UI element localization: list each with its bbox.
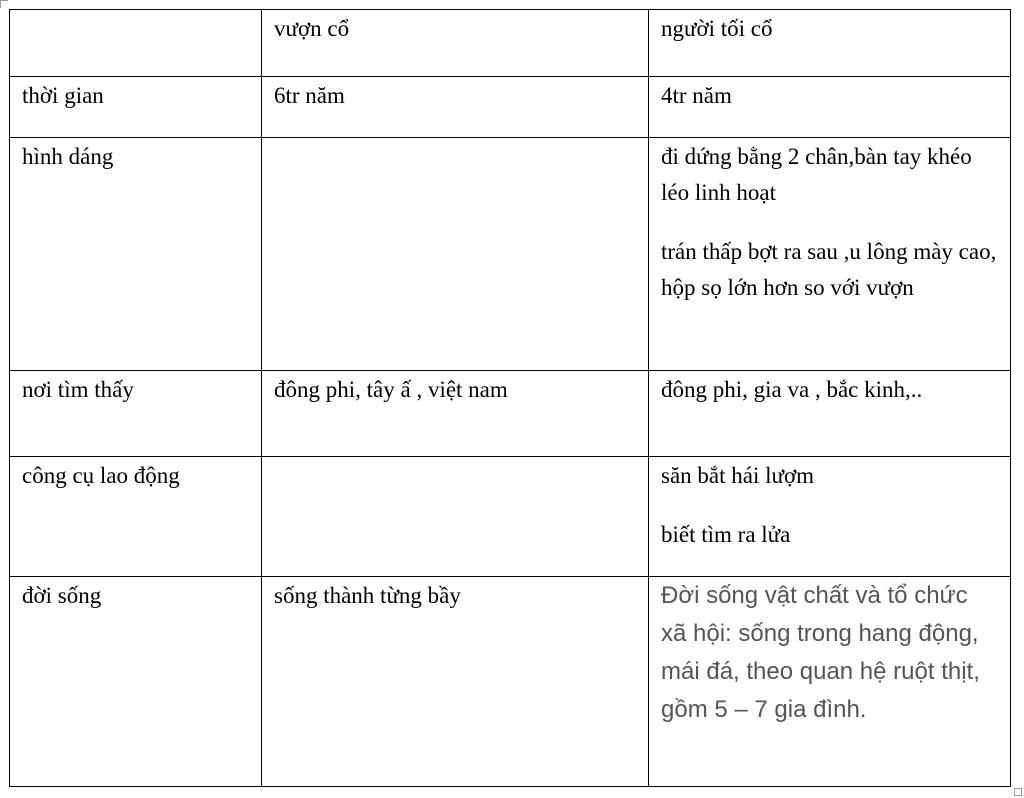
row-label: đời sống <box>22 583 102 608</box>
table-row-doi-song <box>10 577 1011 787</box>
vuon-co-cell <box>262 457 649 577</box>
table-header-row <box>10 10 1011 77</box>
comparison-table <box>9 9 1011 787</box>
cell-text <box>274 457 636 458</box>
cell-paragraph: đi dứng bằng 2 chân,bàn tay khéo léo linh hoạt <box>661 144 972 205</box>
table-move-handle[interactable] <box>0 0 8 8</box>
cell-text: sống thành từng bầy <box>274 583 461 608</box>
table-row-noi-tim-thay <box>10 371 1011 457</box>
cell-text: đông phi, gia va , bắc kinh,.. <box>661 377 923 402</box>
nguoi-toi-co-cell <box>649 577 1011 787</box>
row-label: công cụ lao động <box>22 463 180 488</box>
header-cell-vuon-co <box>262 10 649 77</box>
table-row-thoi-gian <box>10 77 1011 138</box>
cell-paragraph: Đời sống vật chất và tổ chức xã hội: sống trong hang động, mái đá, theo quan hệ ruột thịt, gồm 5 – 7 gia đình. <box>661 582 980 723</box>
row-label-cell <box>10 371 262 457</box>
nguoi-toi-co-cell <box>649 138 1011 371</box>
nguoi-toi-co-cell <box>649 457 1011 577</box>
cell-paragraph: biết tìm ra lửa <box>661 522 791 547</box>
vuon-co-cell <box>262 577 649 787</box>
cell-text: 6tr năm <box>274 83 345 108</box>
header-label-3: người tối cổ <box>661 16 773 41</box>
header-label-1 <box>22 10 249 11</box>
vuon-co-cell <box>262 138 649 371</box>
row-label: hình dáng <box>22 144 114 169</box>
row-label-cell <box>10 457 262 577</box>
nguoi-toi-co-cell <box>649 77 1011 138</box>
header-label-2: vượn cổ <box>274 16 350 41</box>
nguoi-toi-co-cell <box>649 371 1011 457</box>
row-label: nơi tìm thấy <box>22 377 134 402</box>
table-row-hinh-dang <box>10 138 1011 371</box>
row-label: thời gian <box>22 83 104 108</box>
cell-paragraph: săn bắt hái lượm <box>661 463 815 488</box>
header-cell-nguoi-toi-co <box>649 10 1011 77</box>
row-label-cell <box>10 77 262 138</box>
row-label-cell <box>10 138 262 371</box>
table-resize-handle[interactable] <box>1014 788 1022 796</box>
cell-paragraph: trán thấp bợt ra sau ,u lông mày cao, hộp sọ lớn hơn so với vượn <box>661 239 997 300</box>
cell-text <box>274 138 636 139</box>
cell-text: 4tr năm <box>661 83 732 108</box>
table-row-cong-cu <box>10 457 1011 577</box>
header-cell-empty <box>10 10 262 77</box>
vuon-co-cell <box>262 77 649 138</box>
cell-text: đông phi, tây ấ , việt nam <box>274 377 508 402</box>
vuon-co-cell <box>262 371 649 457</box>
row-label-cell <box>10 577 262 787</box>
